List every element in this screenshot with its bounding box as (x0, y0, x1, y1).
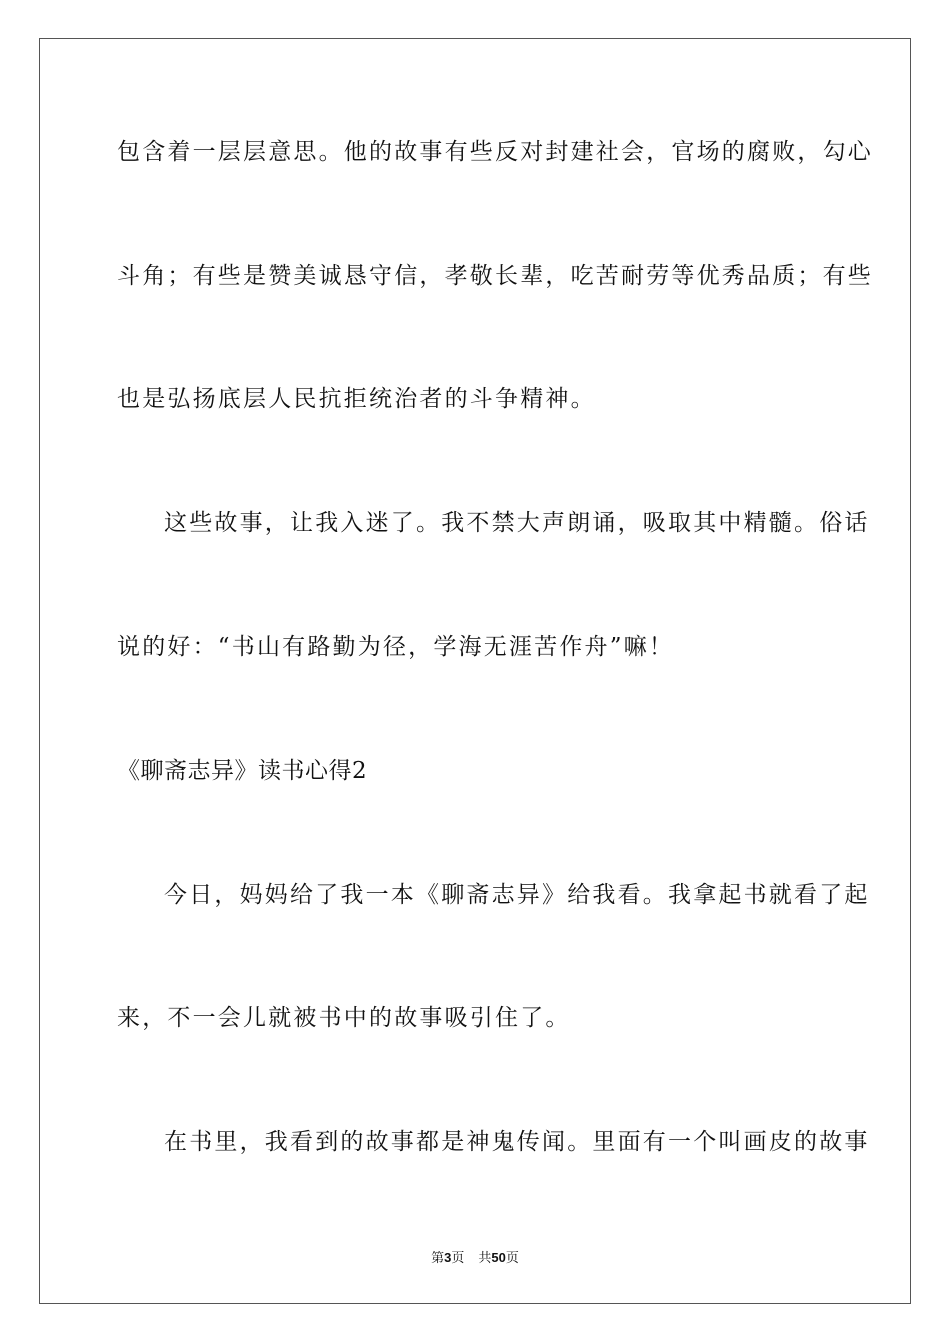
total-suffix: 页 (505, 1251, 519, 1266)
page-number: 3 (444, 1250, 452, 1265)
paragraph-line: 这些故事，让我入迷了。我不禁大声朗诵，吸取其中精髓。俗话 (164, 510, 870, 536)
paragraph-line: 来，不一会儿就被书中的故事吸引住了。 (117, 1005, 571, 1031)
page-suffix: 页 (451, 1251, 465, 1266)
paragraph-line: 在书里，我看到的故事都是神鬼传闻。里面有一个叫画皮的故事 (164, 1129, 870, 1155)
page-prefix: 第 (431, 1251, 445, 1266)
total-pages: 50 (491, 1250, 506, 1265)
paragraph-line: 也是弘扬底层人民抗拒统治者的斗争精神。 (117, 386, 596, 412)
page-border (39, 38, 911, 1304)
page-footer (0, 1248, 950, 1268)
section-heading: 《聊斋志异》读书心得2 (117, 758, 368, 784)
paragraph-line: 包含着一层层意思。他的故事有些反对封建社会，官场的腐败，勾心 (117, 139, 873, 165)
paragraph-line: 说的好：“书山有路勤为径，学海无涯苦作舟”嘛！ (117, 634, 675, 660)
total-prefix: 共 (478, 1251, 492, 1266)
paragraph-line: 斗角；有些是赞美诚恳守信，孝敬长辈，吃苦耐劳等优秀品质；有些 (117, 263, 873, 289)
paragraph-line: 今日，妈妈给了我一本《聊斋志异》给我看。我拿起书就看了起 (164, 882, 870, 908)
